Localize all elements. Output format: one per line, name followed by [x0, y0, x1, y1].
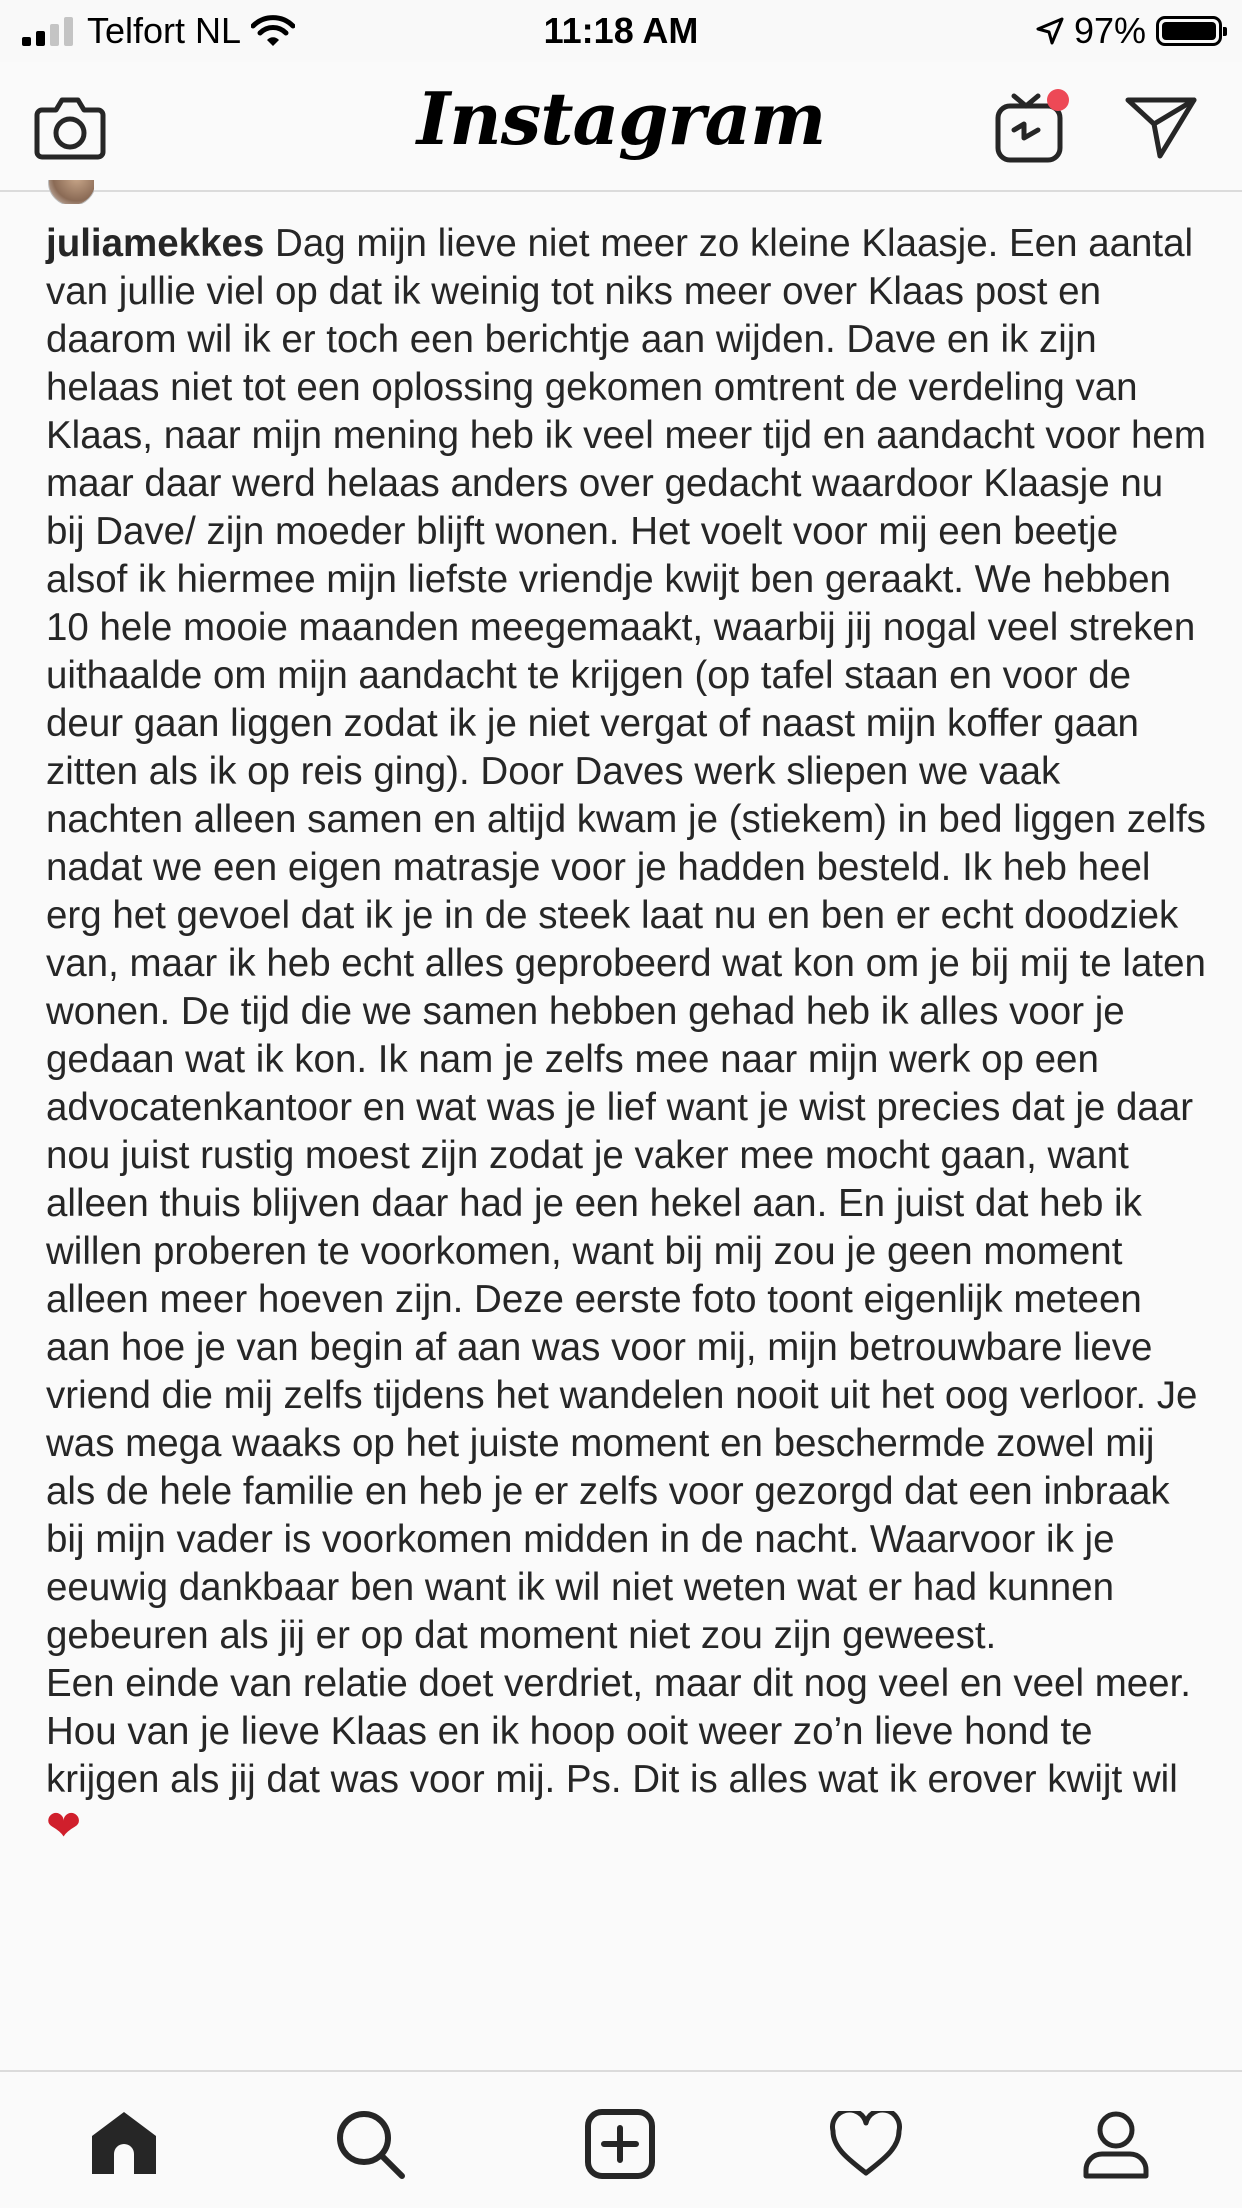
igtv-icon[interactable] [992, 84, 1072, 166]
caption-paragraph [46, 220, 1206, 1660]
status-bar [0, 0, 1242, 62]
caption-text-end: Een einde van relatie doet verdriet, maar dit nog veel en veel meer. Hou van je lieve Klaas en ik hoop ooit weer zo’n lieve hond te krijgen als jij dat was voor mij. Ps. Dit is alles wat ik erover kwijt wil [46, 1662, 1191, 1801]
notification-badge [1047, 89, 1069, 111]
tab-new-post[interactable] [580, 2104, 660, 2184]
bottom-tab-bar [0, 2070, 1242, 2208]
direct-message-icon[interactable] [1124, 94, 1198, 160]
battery-percent: 97% [1073, 10, 1146, 51]
tab-profile[interactable] [1076, 2104, 1156, 2184]
clock: 11:18 AM [543, 10, 699, 51]
caption-paragraph [46, 1660, 1206, 1852]
tab-search[interactable] [330, 2104, 410, 2184]
battery-icon [1156, 16, 1222, 46]
activity-heart-icon[interactable] [829, 2111, 903, 2177]
caption-username[interactable]: juliamekkes [46, 222, 265, 265]
profile-icon[interactable] [1080, 2108, 1152, 2180]
search-icon[interactable] [334, 2108, 406, 2180]
post-caption [46, 220, 1206, 1852]
caption-text: Dag mijn lieve niet meer zo kleine Klaasje. Een aantal van jullie viel op dat ik weinig tot niks meer over Klaas post en daarom wil ik er toch een berichtje aan wijden. Dave en ik zijn helaas niet tot een oplossing gekomen omtrent de verdeling van Klaas, naar mijn mening heb ik veel meer tijd en aandacht voor hem maar daar werd helaas anders over gedacht waardoor Klaasje nu bij Dave/ zijn moeder blijft wonen. Het voelt voor mij een beetje alsof ik hiermee mijn liefste vriendje kwijt ben geraakt. We hebben 10 hele mooie maanden meegemaakt, waarbij jij nogal veel streken uithaalde om mijn aandacht te krijgen (op tafel staan en voor de deur gaan liggen zodat ik je niet vergat of naast mijn koffer gaan zitten als ik op reis ging). Door Daves werk sliepen we vaak nachten alleen samen en altijd kwam je (stiekem) in bed liggen zelfs nadat we een eigen matrasje voor je hadden besteld. Ik heb heel erg het gevoel dat ik je in de steek laat nu en ben er echt doodziek van, maar ik heb echt alles geprobeerd wat kon om je bij mij te laten wonen. De tijd die we samen hebben gehad heb ik alles voor je gedaan wat ik kon. Ik nam je zelfs mee naar mijn werk op een advocatenkantoor en wat was je lief want je wist precies dat je daar nou juist rustig moest zijn zodat je vaker mee mocht gaan, want alleen thuis blijven daar had je een hekel aan. En juist dat heb ik willen proberen te voorkomen, want bij mij zou je geen moment alleen meer hoeven zijn. Deze eerste foto toont eigenlijk meteen aan hoe je van begin af aan was voor mij, mijn betrouwbare lieve vriend die mij zelfs tijdens het wandelen nooit uit het oog verloor. Je was mega waaks op het juiste moment en beschermde zowel mij als de hele familie en heb je er zelfs voor gezorgd dat een inbraak bij mijn vader is voorkomen midden in de nacht. Waarvoor ik je eeuwig dankbaar ben want ik wil niet weten wat er had kunnen gebeuren als jij er op dat moment niet zou zijn geweest. [46, 222, 1206, 1657]
new-post-icon[interactable] [584, 2108, 656, 2180]
nav-header [0, 62, 1242, 192]
home-icon[interactable] [88, 2108, 160, 2180]
red-heart-emoji-icon: ❤ [46, 1802, 82, 1849]
status-right [1036, 10, 1222, 52]
avatar[interactable] [48, 180, 94, 204]
tab-activity[interactable] [826, 2104, 906, 2184]
instagram-logo: Instagram [416, 76, 826, 161]
tab-home[interactable] [84, 2104, 164, 2184]
location-arrow-icon [1036, 17, 1064, 45]
carrier-name: Telfort NL [87, 10, 242, 51]
